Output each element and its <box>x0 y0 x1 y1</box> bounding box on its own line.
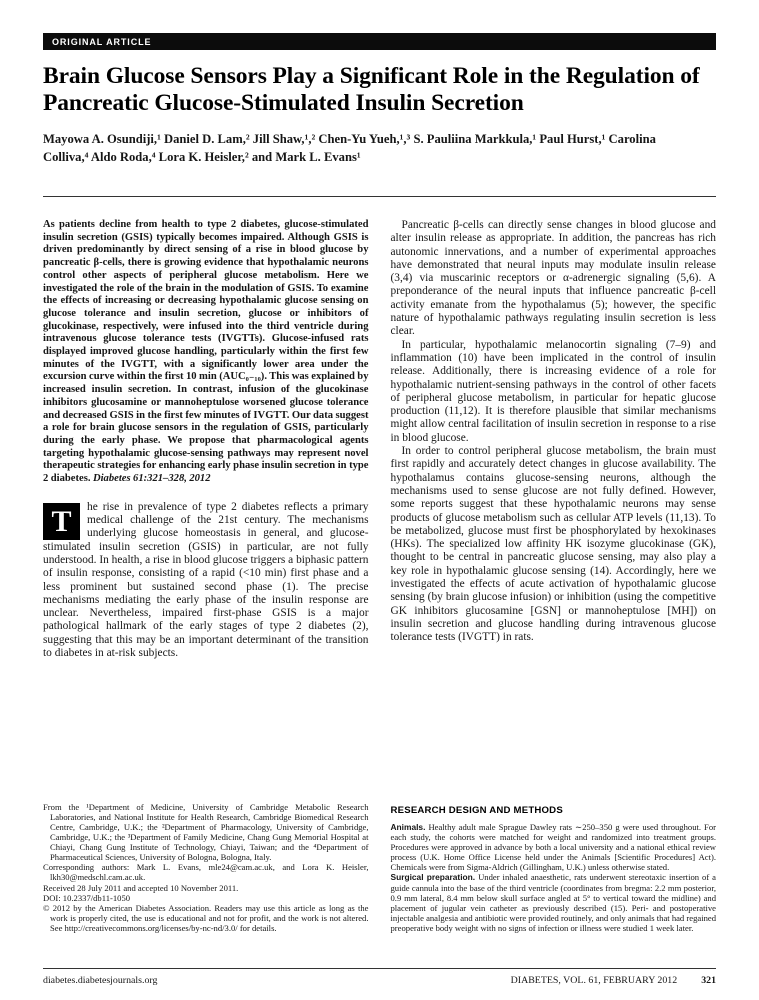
authors-line: Mayowa A. Osundiji,¹ Daniel D. Lam,² Jill Shaw,¹,² Chen-Yu Yueh,¹,³ S. Pauliina Markkula,¹ Paul Hurst,¹ Carolina Colliva,⁴ Aldo Roda,⁴ Lora K. Heisler,² and Mark L. Evans¹ <box>43 132 656 164</box>
methods-section <box>391 805 717 933</box>
left-column <box>43 219 369 933</box>
methods-surgical-paragraph <box>391 872 717 933</box>
page-number: 321 <box>701 975 716 986</box>
methods-animals-head: Animals. <box>390 821 426 832</box>
introduction-text: he rise in prevalence of type 2 diabetes reflects a primary medical challenge of the 21st century. The mechanisms underlying glucose homeostasis in general, and glucose-stimulated insulin secretion (GSIS) in particular, are not fully understood. In health, a rise in blood glucose triggers a biphasic pattern of insulin response, consisting of a rapid (<10 min) first phase and a less prominent but sustained second phase (1). The precise mechanisms mediating the early phase of the insulin response are unclear. Nevertheless, impaired first-phase GSIS is a major pathological hallmark of the early stages of type 2 diabetes (2), suggesting that this may be an important determinant of the transition to diabetes in at-risk subjects. <box>43 500 369 660</box>
kicker-label: ORIGINAL ARTICLE <box>52 36 152 47</box>
methods-animals-paragraph <box>391 822 717 872</box>
header-rule <box>43 196 716 197</box>
drop-cap: T <box>43 503 80 540</box>
methods-heading: RESEARCH DESIGN AND METHODS <box>390 804 563 816</box>
right-column <box>391 219 717 933</box>
footnote-affiliations: From the ¹Department of Medicine, University of Cambridge Metabolic Research Laboratories, and National Institute for Health Research, Cambridge Biomedical Research Centre, Cambridge, U.K.; the ²Department of Pharmacology, University of Cambridge, Cambridge, U.K.; the ³Department of Family Medicine, Chang Gung Memorial Hospital at Chiayi, Chang Gung Institute of Technology, Chiayi, Taiwan; and the ⁴Department of Pharmaceutical Sciences, University of Bologna, Bologna, Italy. <box>43 801 369 863</box>
article-title: Brain Glucose Sensors Play a Significant Role in the Regulation of Pancreatic Glucose-Stimulated Insulin Secretion <box>43 63 700 116</box>
abstract-text: As patients decline from health to type 2 diabetes, glucose-stimulated insulin secretion (GSIS) typically becomes impaired. Although GSIS is driven predominantly by direct sensing of a rise in blood glucose by pancreatic β-cells, there is growing evidence that hypothalamic neurons control other aspects of peripheral glucose metabolism. Here we investigated the role of the brain in the modulation of GSIS. To examine the effects of increasing or decreasing hypothalamic glucose sensing on glucose tolerance and insulin secretion, glucose or inhibitors of glucokinase, respectively, were infused into the third ventricle during intravenous glucose tolerance tests (IVGTTs). Glucose-infused rats displayed improved glucose handling, particularly within the first few minutes of the IVGTT, with a significantly lower area under the excursion curve within the first 10 min (AUC₀₋₁₀). This was explained by increased insulin secretion. In contrast, infusion of the glucokinase inhibitors glucosamine or mannoheptulose worsened glucose tolerance and decreased GSIS in the first few minutes of IVGTT. Our data suggest a role for brain glucose sensors in the regulation of GSIS, particularly during the early phase. We propose that pharmacological agents targeting hypothalamic glucose-sensing pathways may represent novel therapeutic strategies for enhancing early phase insulin secretion in type 2 diabetes. <box>43 219 369 485</box>
methods-animals-text: Healthy adult male Sprague Dawley rats ∼250–350 g were used throughout. For each study, the cohorts were matched for weight and randomized into treatment groups. Procedures were approved in advance by both a local university and a national ethical review process (U.K. Home Office License held under the Animals [Scientific Procedures] Act). Chemicals were from Sigma-Aldrich (Gillingham, U.K.) unless otherwise stated. <box>390 821 716 873</box>
kicker-bar <box>43 33 716 50</box>
journal-volume-block <box>511 975 716 986</box>
body-paragraph: In order to control peripheral glucose metabolism, the brain must first rapidly and accurately detect changes in glucose availability. The hypothalamus contains glucose-sensing neurons, although the mechanisms used to sense glucose are not fully defined. However, some reports suggest that these hypothalamic neurons may sense products of glucose metabolism such as cellular ATP levels (11,13). To be metabolized, glucose must first be phosphorylated by hexokinases (HKs). The specialized low affinity HK isozyme glucokinase (GK), thought to be central in pancreatic glucose sensing, may also play a key role in hypothalamic glucose sensing (14). Accordingly, here we investigated the effects of acute activation of hypothalamic glucose sensing (by brain glucose infusion) or inhibition (using the competitive GK inhibitors glucosamine [GSN] or mannoheptulose [MH]) on insulin secretion and glucose handling during intravenous glucose tolerance tests (IVGTT) in rats. <box>390 445 716 644</box>
methods-surgical-head: Surgical preparation. <box>390 872 476 883</box>
body-paragraph: Pancreatic β-cells can directly sense changes in blood glucose and alter insulin release as appropriate. In addition, the pancreas has rich autonomic innervations, and a number of experimental approaches have demonstrated that neural inputs may modulate insulin release (3,4) via muscarinic receptors or α-adrenergic signaling (5,6). A preponderance of the neural inputs that influence pancreatic β-cell activity emanate from the hypothalamus (5); however, the specific nature of hypothalamic pathways regulating insulin secretion is less clear. <box>390 219 716 338</box>
page-footer <box>43 968 716 986</box>
footnote-copyright: © 2012 by the American Diabetes Association. Readers may use this article as long as the work is properly cited, the use is educational and not for profit, and the work is not altered. See http://creativecommons.org/licenses/by-nc-nd/3.0/ for details. <box>43 902 369 933</box>
abstract-paragraph <box>43 219 369 486</box>
methods-surgical-text: Under inhaled anaesthetic, rats underwent stereotaxic insertion of a guide cannula into the base of the third ventricle (coordinates from bregma: 2.2 mm posterior, 0.9 mm lateral, 8.4 mm below skull surface angled at 5° to vertical toward the midline) and placement of jugular vein catheter as previously described (15). Peri- and postoperative injectable analgesia and antibiotic were provided routinely, and only animals that had regained preoperative body weight with no signs of infection or illness were studied 1 week later. <box>390 872 716 933</box>
introduction-paragraph <box>43 501 369 661</box>
journal-volume-info: DIABETES, VOL. 61, FEBRUARY 2012 <box>510 975 678 986</box>
footnote-doi: DOI: 10.2337/db11-1050 <box>43 892 131 903</box>
footnote-corresponding-authors: Corresponding authors: Mark L. Evans, mle24@cam.ac.uk, and Lora K. Heisler, lkh30@medschl.cam.ac.uk. <box>43 862 369 883</box>
two-column-layout <box>43 219 716 933</box>
abstract-citation: Diabetes 61:321–328, 2012 <box>92 473 211 485</box>
footnote-received: Received 28 July 2011 and accepted 10 November 2011. <box>43 882 239 893</box>
body-paragraph: In particular, hypothalamic melanocortin signaling (7–9) and inflammation (10) have been implicated in the control of insulin release. Additionally, there is increasing evidence of a role for hypothalamic nutrient-sensing pathways in the control of other facets of peripheral glucose metabolism, in particular for hepatic glucose production (11,12). It is therefore plausible that similar mechanisms might allow central facilitation of insulin secretion in response to a rise in blood glucose. <box>390 338 716 444</box>
footnotes-block <box>43 802 369 933</box>
journal-url: diabetes.diabetesjournals.org <box>43 975 158 986</box>
